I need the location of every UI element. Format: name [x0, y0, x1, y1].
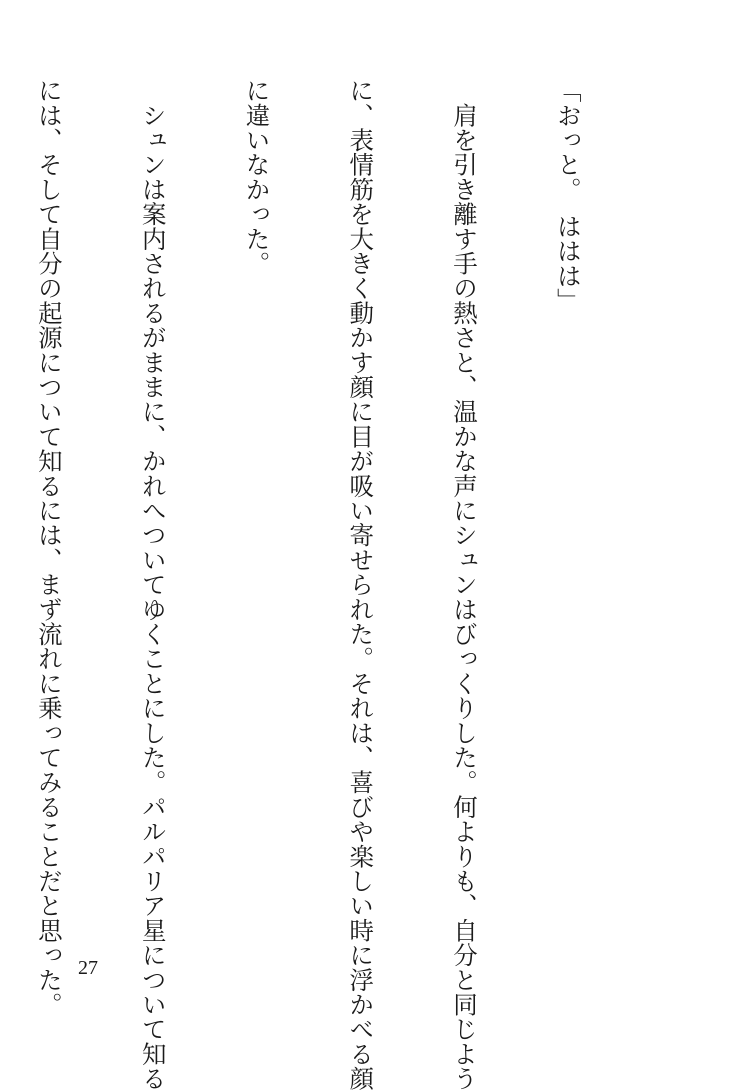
text-line: には、そして自分の起源について知るには、まず流れに乗ってみることだと思った。 [34, 78, 64, 1017]
text-line: 「おっと。 ははは」 [553, 78, 583, 313]
page-number: 27 [78, 957, 98, 979]
text-line: 肩を引き離す手の熱さと、温かな声にシュンはびっくりした。何よりも、自分と同じよう [450, 78, 480, 1091]
text-line: に、表情筋を大きく動かす顔に目が吸い寄せられた。それは、喜びや楽しい時に浮かべる顔 [346, 78, 376, 1091]
text-line: シュンは案内されるがままに、かれへついてゆくことにした。パルパリア星について知る [138, 78, 168, 1091]
text-line: に違いなかった。 [242, 78, 272, 276]
